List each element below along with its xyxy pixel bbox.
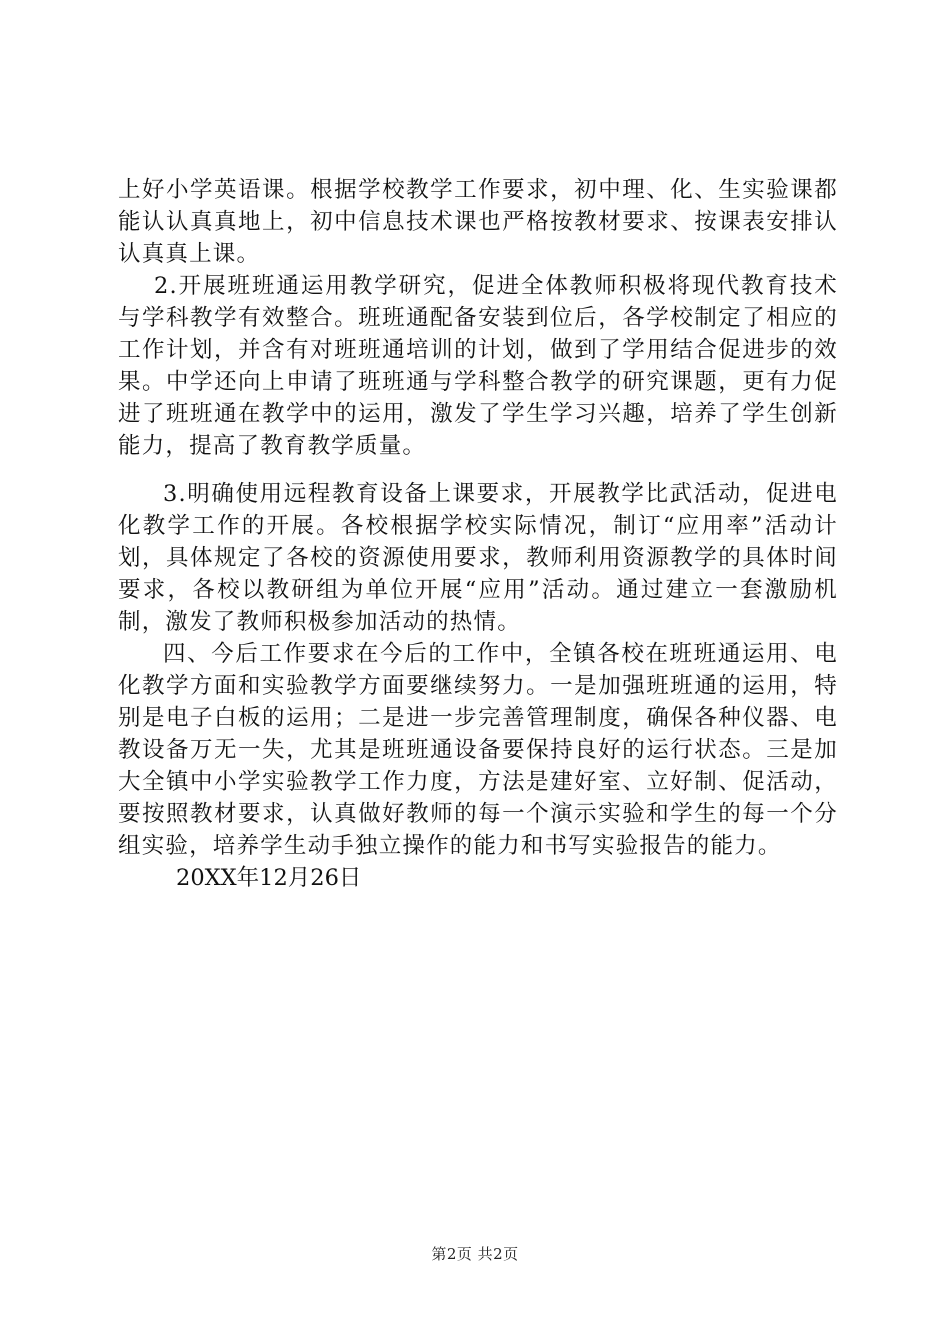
text-block-bottom <box>118 478 838 894</box>
paragraph-section-4: 四、今后工作要求在今后的工作中，全镇各校在班班通运用、电化教学方面和实验教学方面要继续努力。一是加强班班通的运用，特别是电子白板的运用；二是进一步完善管理制度，确保各种仪器、电教设备万无一失，尤其是班班通设备要保持良好的运行状态。三是加大全镇中小学实验教学工作力度，方法是建好室、立好制、促活动，要按照教材要求，认真做好教师的每一个演示实验和学生的每一个分组实验，培养学生动手独立操作的能力和书写实验报告的能力。 <box>118 641 838 859</box>
paragraph-item-3: 3.明确使用远程教育设备上课要求，开展教学比武活动，促进电化教学工作的开展。各校根据学校实际情况，制订“应用率”活动计划，具体规定了各校的资源使用要求，教师利用资源教学的具体时间要求，各校以教研组为单位开展“应用”活动。通过建立一套激励机制，激发了教师积极参加活动的热情。 <box>118 481 838 635</box>
text-block-top <box>118 174 838 462</box>
page-footer: 第2页 共2页 <box>431 1245 519 1263</box>
paragraph-continuation: 上好小学英语课。根据学校教学工作要求，初中理、化、生实验课都能认认真真地上，初中信息技术课也严格按教材要求、按课表安排认认真真上课。 <box>118 177 838 267</box>
paragraph-item-2: 2.开展班班通运用教学研究，促进全体教师积极将现代教育技术与学科教学有效整合。班班通配备安装到位后，各学校制定了相应的工作计划，并含有对班班通培训的计划，做到了学用结合促进步的效果。中学还向上申请了班班通与学科整合教学的研究课题，更有力促进了班班通在教学中的运用，激发了学生学习兴趣，培养了学生创新能力，提高了教育教学质量。 <box>118 273 838 459</box>
document-date: 20XX年12月26日 <box>176 865 362 891</box>
